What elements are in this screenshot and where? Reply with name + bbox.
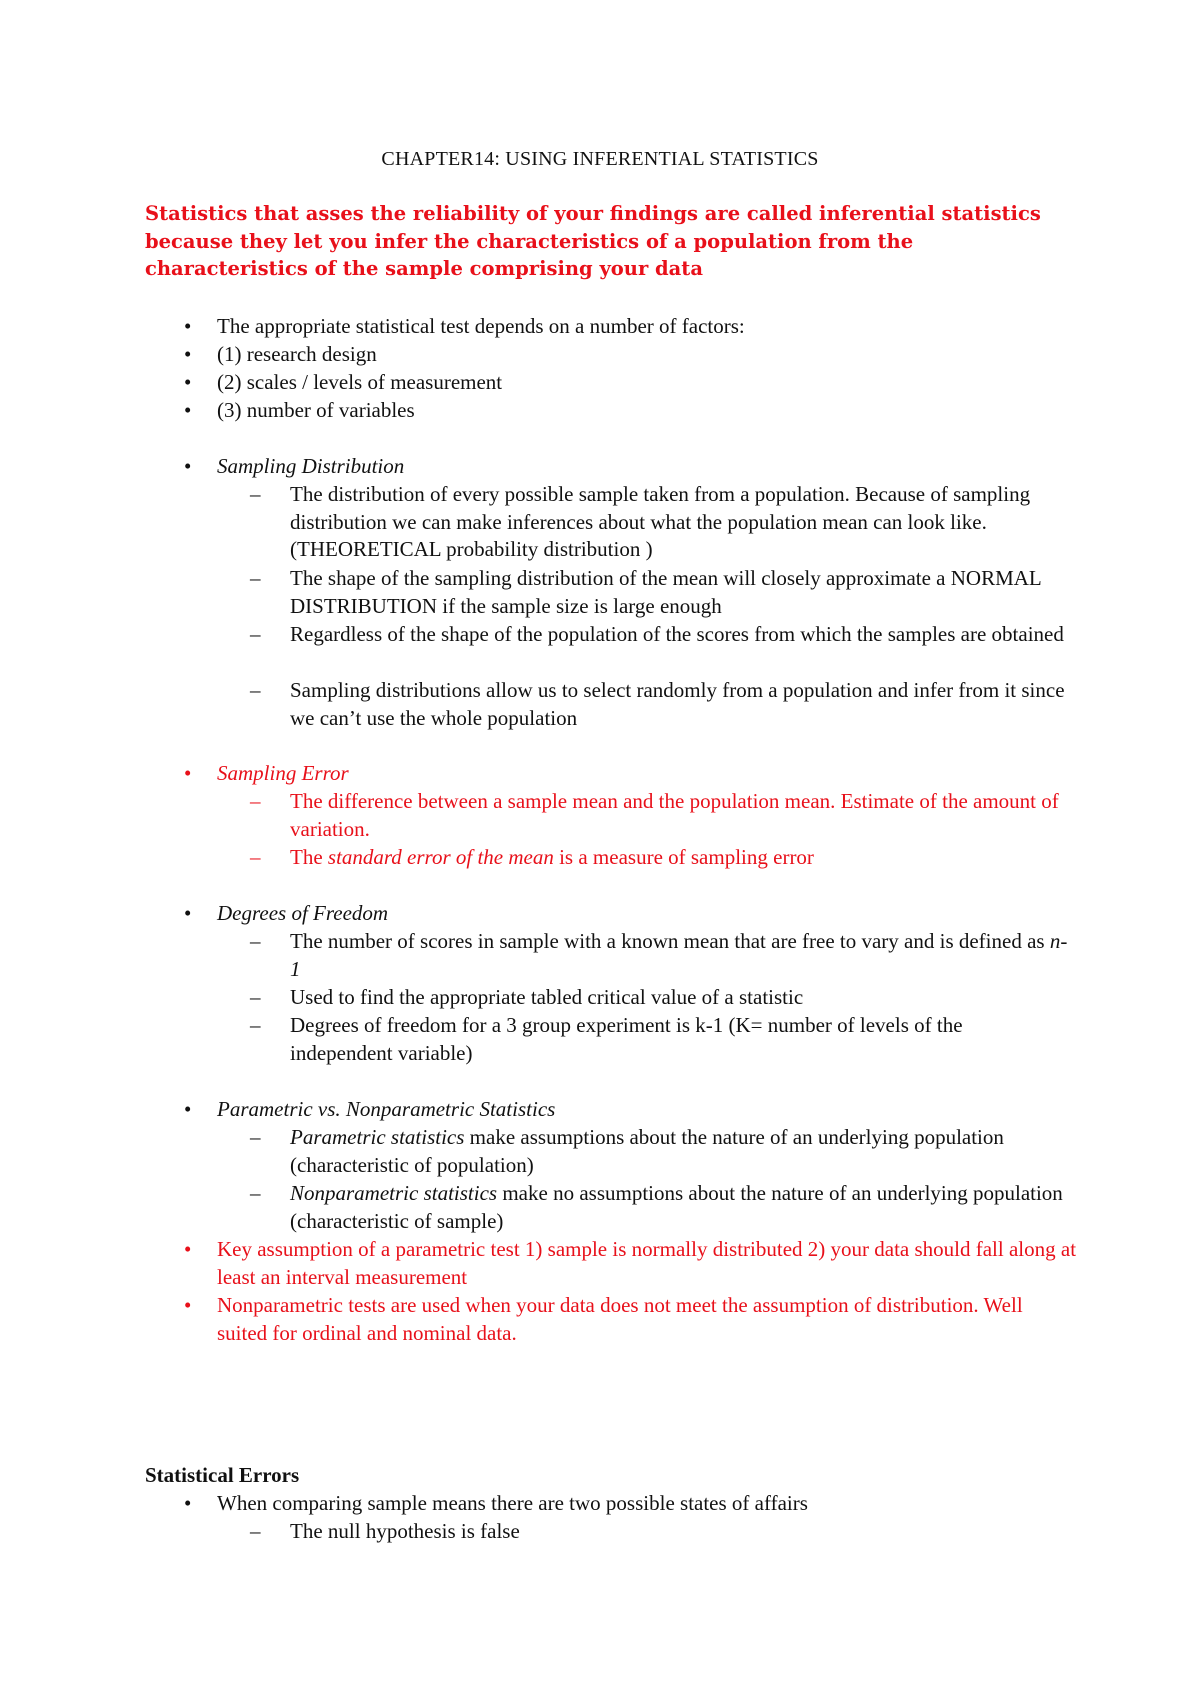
dash-marker: – (250, 985, 261, 1009)
dash-marker: – (250, 678, 261, 702)
bullet-marker: • (184, 761, 192, 785)
key-assumption-item: • Key assumption of a parametric test 1) sample is normally distributed 2) your data should fall along at least an interval measurement (184, 1237, 1077, 1289)
dash-marker: – (250, 482, 261, 506)
degrees-of-freedom-item: – Degrees of freedom for a 3 group experiment is k-1 (K= number of levels of the independent variable) (250, 1013, 963, 1065)
parametric-item: – Parametric statistics make assumptions about the nature of an underlying population (characteristic of population) (250, 1125, 1004, 1177)
degrees-of-freedom-heading: • Degrees of Freedom (217, 900, 1077, 928)
sampling-distribution-item: – Sampling distributions allow us to select randomly from a population and infer from it since we can’t use the whole population (250, 678, 1065, 730)
statistical-errors-item: • When comparing sample means there are two possible states of affairs (217, 1490, 1077, 1518)
bullet-marker: • (184, 1293, 192, 1317)
factors-lead-item: • The appropriate statistical test depends on a number of factors: (217, 313, 1077, 341)
factor-item: • (1) research design (217, 341, 1077, 369)
parametric-term: Parametric statistics (290, 1125, 465, 1149)
bullet-marker: • (184, 1237, 192, 1261)
sampling-distribution-item: – Regardless of the shape of the population of the scores from which the samples are obtained (290, 621, 1070, 649)
sampling-error-item: – The difference between a sample mean and the population mean. Estimate of the amount of variation. (250, 789, 1059, 841)
intro-paragraph: Statistics that asses the reliability of your findings are called inferential statistics because they let you infer the characteristics of a population from the characteristics of the sample comprising your data (145, 202, 1041, 280)
degrees-of-freedom-item: – The number of scores in sample with a known mean that are free to vary and is defined as n-1 (250, 929, 1068, 981)
dash-marker: – (250, 566, 261, 590)
standard-error-term: standard error of the mean (327, 845, 554, 869)
nonparametric-use-item: • Nonparametric tests are used when your data does not meet the assumption of distribution. Well suited for ordinal and nominal data. (184, 1293, 1023, 1345)
factor-item: • (3) number of variables (217, 397, 1077, 425)
dash-marker: – (250, 622, 261, 646)
chapter-title: CHAPTER14: USING INFERENTIAL STATISTICS (381, 148, 819, 170)
factor-item: • (2) scales / levels of measurement (217, 369, 1077, 397)
sampling-error-heading: • Sampling Error (217, 760, 1077, 788)
bullet-marker: • (184, 314, 192, 338)
bullet-marker: • (184, 454, 192, 478)
bullet-marker: • (184, 342, 192, 366)
dash-marker: – (250, 1519, 261, 1543)
dash-marker: – (250, 789, 261, 813)
dash-marker: – (250, 929, 261, 953)
dash-marker: – (250, 1013, 261, 1037)
statistical-errors-subitem: – The null hypothesis is false (290, 1518, 1070, 1546)
sampling-distribution-item: – The shape of the sampling distribution of the mean will closely approximate a NORMAL DISTRIBUTION if the sample size is large enough (250, 566, 1041, 618)
sampling-distribution-item: – The distribution of every possible sample taken from a population. Because of sampling distribution we can make inferences about what the population mean can look like. (THEORETICAL probability distribution ) (250, 482, 1031, 561)
dash-marker: – (250, 845, 261, 869)
parametric-item: – Nonparametric statistics make no assumptions about the nature of an underlying population (characteristic of sample) (250, 1181, 1063, 1233)
bullet-marker: • (184, 398, 192, 422)
parametric-heading: • Parametric vs. Nonparametric Statistics (217, 1096, 1077, 1124)
bullet-marker: • (184, 901, 192, 925)
dash-marker: – (250, 1125, 261, 1149)
bullet-marker: • (184, 1491, 192, 1515)
dash-marker: – (250, 1181, 261, 1205)
n-minus-one-term: n-1 (290, 929, 1068, 981)
degrees-of-freedom-item: – Used to find the appropriate tabled critical value of a statistic (290, 984, 1070, 1012)
sampling-distribution-heading: • Sampling Distribution (217, 453, 1077, 481)
bullet-marker: • (184, 1097, 192, 1121)
nonparametric-term: Nonparametric statistics (290, 1181, 498, 1205)
sampling-error-item: – The standard error of the mean is a measure of sampling error (290, 844, 1070, 872)
statistical-errors-heading: Statistical Errors (145, 1463, 300, 1487)
bullet-marker: • (184, 370, 192, 394)
